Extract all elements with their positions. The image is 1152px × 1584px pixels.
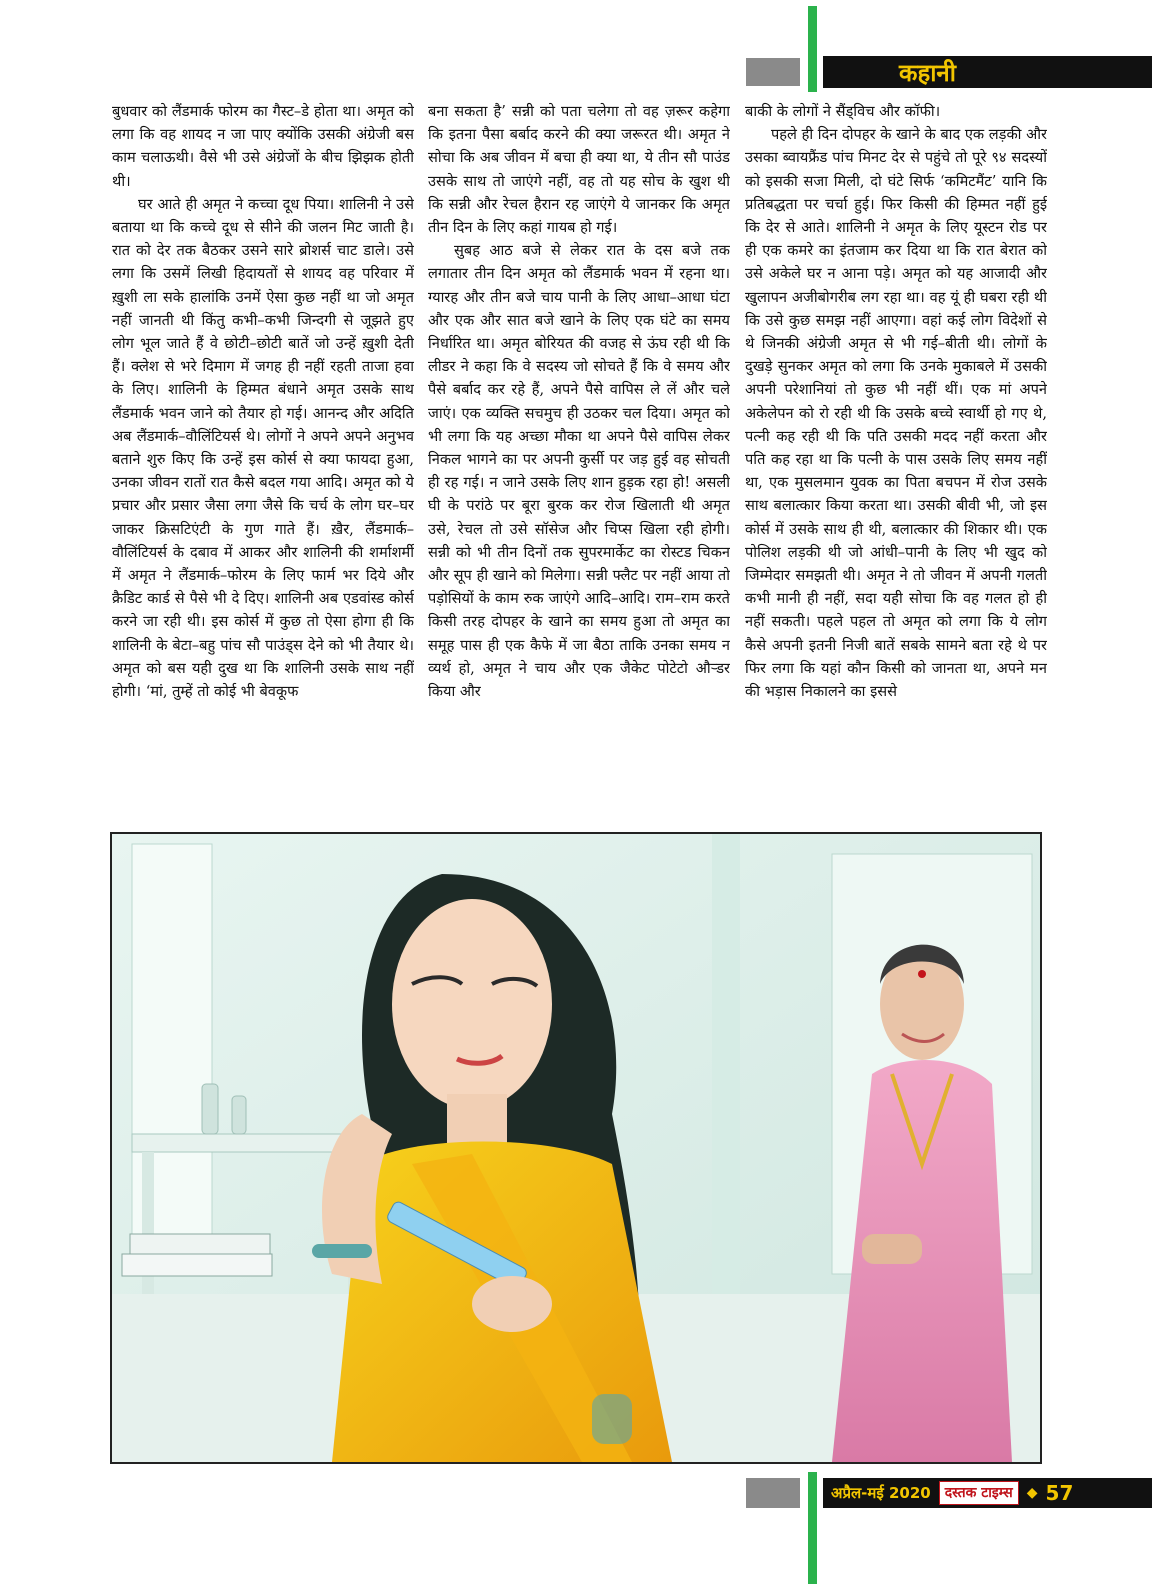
page-number: 57 bbox=[1045, 1481, 1074, 1505]
paragraph: सुबह आठ बजे से लेकर रात के दस बजे तक लगातार तीन दिन अमृत को लैंडमार्क भवन में रहना था। ग्यारह और तीन बजे चाय पानी के लिए आधा–आधा घंटा और एक और सात बजे खाने के लिए एक घंटे का समय निर्धारित था। अमृत बोरियत की वजह से ऊंघ रही थी कि लीडर ने कहा कि वे सदस्य जो सोचते हैं कि वे समय और पैसे बर्बाद कर रहे हैं, अपने पैसे वापिस ले लें और चले जाएं। एक व्यक्ति सचमुच ही उठकर चल दिया। अमृत को भी लगा कि यह अच्छा मौका था अपने पैसे वापिस लेकर निकल भागने का पर अपनी कुर्सी पर जड़ हुई वह सोचती ही रह गई। न जाने उसके लिए शान हुड़क रहा हो! असली घी के परांठे पर बूरा बुरक कर रोज खिलाती थी अमृत उसे, रेचल तो उसे सॉसेज और चिप्स खिला रही होगी। सन्नी को भी तीन दिनों तक सुपरमार्केट का रोस्टड चिकन और सूप ही खाने को मिलेगा। सन्नी फ्लैट पर नहीं आया तो पड़ोसियों के काम रुक जाएंगे आदि–आदि। राम–राम करते किसी तरह दोपहर के खाने का समय हुआ तो अमृत का समूह पास ही एक कैफे में जा बैठा ताकि उनका समय न व्यर्थ हो, अमृत ने चाय और एक जैकेट पोटेटो औऱ्डर किया और bbox=[428, 242, 730, 701]
diamond-separator-icon: ◆ bbox=[1026, 1485, 1038, 1501]
footer-grey-block bbox=[746, 1478, 800, 1508]
paragraph: बुधवार को लैंडमार्क फोरम का गैस्ट–डे होता था। अमृत को लगा कि वह शायद न जा पाए क्योंकि उसकी अंग्रेजी बस काम चलाऊथी। वैसे भी उसे अंग्रेजों के बीच झिझक होती थी। bbox=[112, 103, 414, 190]
article-column-1 bbox=[112, 100, 414, 822]
issue-date: अप्रैल-मई 2020 bbox=[831, 1484, 931, 1502]
paragraph: पहले ही दिन दोपहर के खाने के बाद एक लड़की और उसका ब्वायफ्रैंड पांच मिनट देर से पहुंचे तो पूरे ९४ सदस्यों को इसकी सजा मिली, दो घंटे सिर्फ ‘कमिटमैंट’ यानि कि प्रतिबद्धता पर चर्चा हुई। फिर किसी की हिम्मत नहीं हुई कि देर से आते। शालिनी ने अमृत के लिए यूस्टन रोड पर ही एक कमरे का इंतजाम कर दिया था कि रात बेरात को उसे अकेले घर न आना पड़े। अमृत को यह आजादी और खुलापन अजीबोगरीब लग रहा था। वह यूं ही घबरा रही थी कि उसे कुछ समझ नहीं आएगा। वहां कई लोग विदेशों से थे जिनकी अंग्रेजी अमृत से भी गई–बीती थी। लोगों के दुखड़े सुनकर अमृत को लगा कि उनके मुकाबले में उसकी अपनी परेशानियां तो कुछ भी नहीं थीं। एक मां अपने अकेलेपन को रो रही थी कि उसके बच्चे स्वार्थी हो गए थे, पत्नी कह रही थी कि पति उसकी मदद नहीं करता और पति कह रहा था कि पत्नी के पास उसके लिए समय नहीं था, एक मुसलमान युवक का पिता बचपन में रोज उसके साथ बलात्कार किया करता था। उसकी बीवी भी, जो इस कोर्स में उसके साथ ही थी, बलात्कार की शिकार थी। एक पोलिश लड़की थी जो आंधी–पानी के लिए भी खुद को जिम्मेदार समझती थी। अमृत ने तो जीवन में अपनी गलती कभी मानी ही नहीं, सदा यही सोचा कि वह गलत हो ही नहीं सकती। पहले पहल तो अमृत को लगा कि ये लोग कैसे अपनी इतनी निजी बातें सबके सामने बता रहे थे पर फिर लगा कि यहां कौन किसी को जानता था, अपने मन की भड़ास निकालने का इससे bbox=[745, 126, 1047, 701]
illustration-drawing bbox=[112, 834, 1040, 1462]
paragraph: घर आते ही अमृत ने कच्चा दूध पिया। शालिनी ने उसे बताया था कि कच्चे दूध से सीने की जलन मिट जाती है। रात को देर तक बैठकर उसने सारे ब्रोशर्स चाट डाले। उसे लगा कि उसमें लिखी हिदायतों से शायद वह परिवार में ख़ुशी ला सके हालांकि उनमें ऐसा कुछ नहीं था जो अमृत नहीं जानती थी किंतु कभी–कभी जिन्दगी से जूझते हुए लोग भूल जाते हैं वे छोटी–छोटी बातें जो उन्हें ख़ुशी देती हैं। क्लेश से भरे दिमाग में जगह ही नहीं रहती ताजा हवा के लिए। शालिनी के हिम्मत बंधाने अमृत उसके साथ लैंडमार्क भवन जाने को तैयार हो गई। आनन्द और अदिति अब लैंडमार्क–वौलिंटियर्स थे। लोगों ने अपने अपने अनुभव बताने शुरु किए कि उन्हें इस कोर्स से क्या फायदा हुआ, उनका जीवन रातों रात कैसे बदल गया आदि। अमृत को ये प्रचार और प्रसार जैसा लगा जैसे कि चर्च के लोग घर–घर जाकर क्रिसटिएंटी के गुण गाते हैं। ख़ैर, लैंडमार्क–वौलिंटियर्स के दबाव में आकर और शालिनी की शर्माशर्मी में अमृत ने लैंडमार्क–फोरम के लिए फार्म भर दिये और क्रैडिट कार्ड से पैसे भी दे दिए। शालिनी अब एडवांस्ड कोर्स करने जा रही थी। इस कोर्स में कुछ तो ऐसा होगा ही कि शालिनी के बेटा–बहु पांच सौ पाउंड्स देने को भी तैयार थे। अमृत को बस यही दुख था कि शालिनी उसके साथ नहीं होगी। ‘मां, तुम्हें तो कोई भी बेवकूफ bbox=[112, 195, 414, 701]
magazine-logo: दस्तक टाइम्स bbox=[939, 1481, 1019, 1505]
footer-strip bbox=[823, 1478, 1152, 1508]
story-illustration bbox=[110, 832, 1042, 1464]
paragraph: बाकी के लोगों ने सैंड्विच और कॉफी। bbox=[745, 103, 941, 120]
paragraph: बना सकता है’ सन्नी को पता चलेगा तो वह ज़रूर कहेगा कि इतना पैसा बर्बाद करने की क्या जरूरत थी। अमृत ने सोचा कि अब जीवन में बचा ही क्या था, ये तीन सौ पाउंड उसके साथ तो जाएंगे नहीं, वह तो यह सोच के खुश थी कि सन्नी और रेचल हैरान रह जाएंगे ये जानकर कि अमृत तीन दिन के लिए कहां गायब हो गई। bbox=[428, 103, 730, 237]
header-grey-block bbox=[746, 58, 800, 86]
footer-green-bar bbox=[808, 1472, 817, 1584]
section-label: कहानी bbox=[823, 56, 1152, 88]
article-column-3 bbox=[745, 100, 1047, 822]
article-column-2 bbox=[428, 100, 730, 822]
header-green-bar bbox=[808, 6, 817, 92]
